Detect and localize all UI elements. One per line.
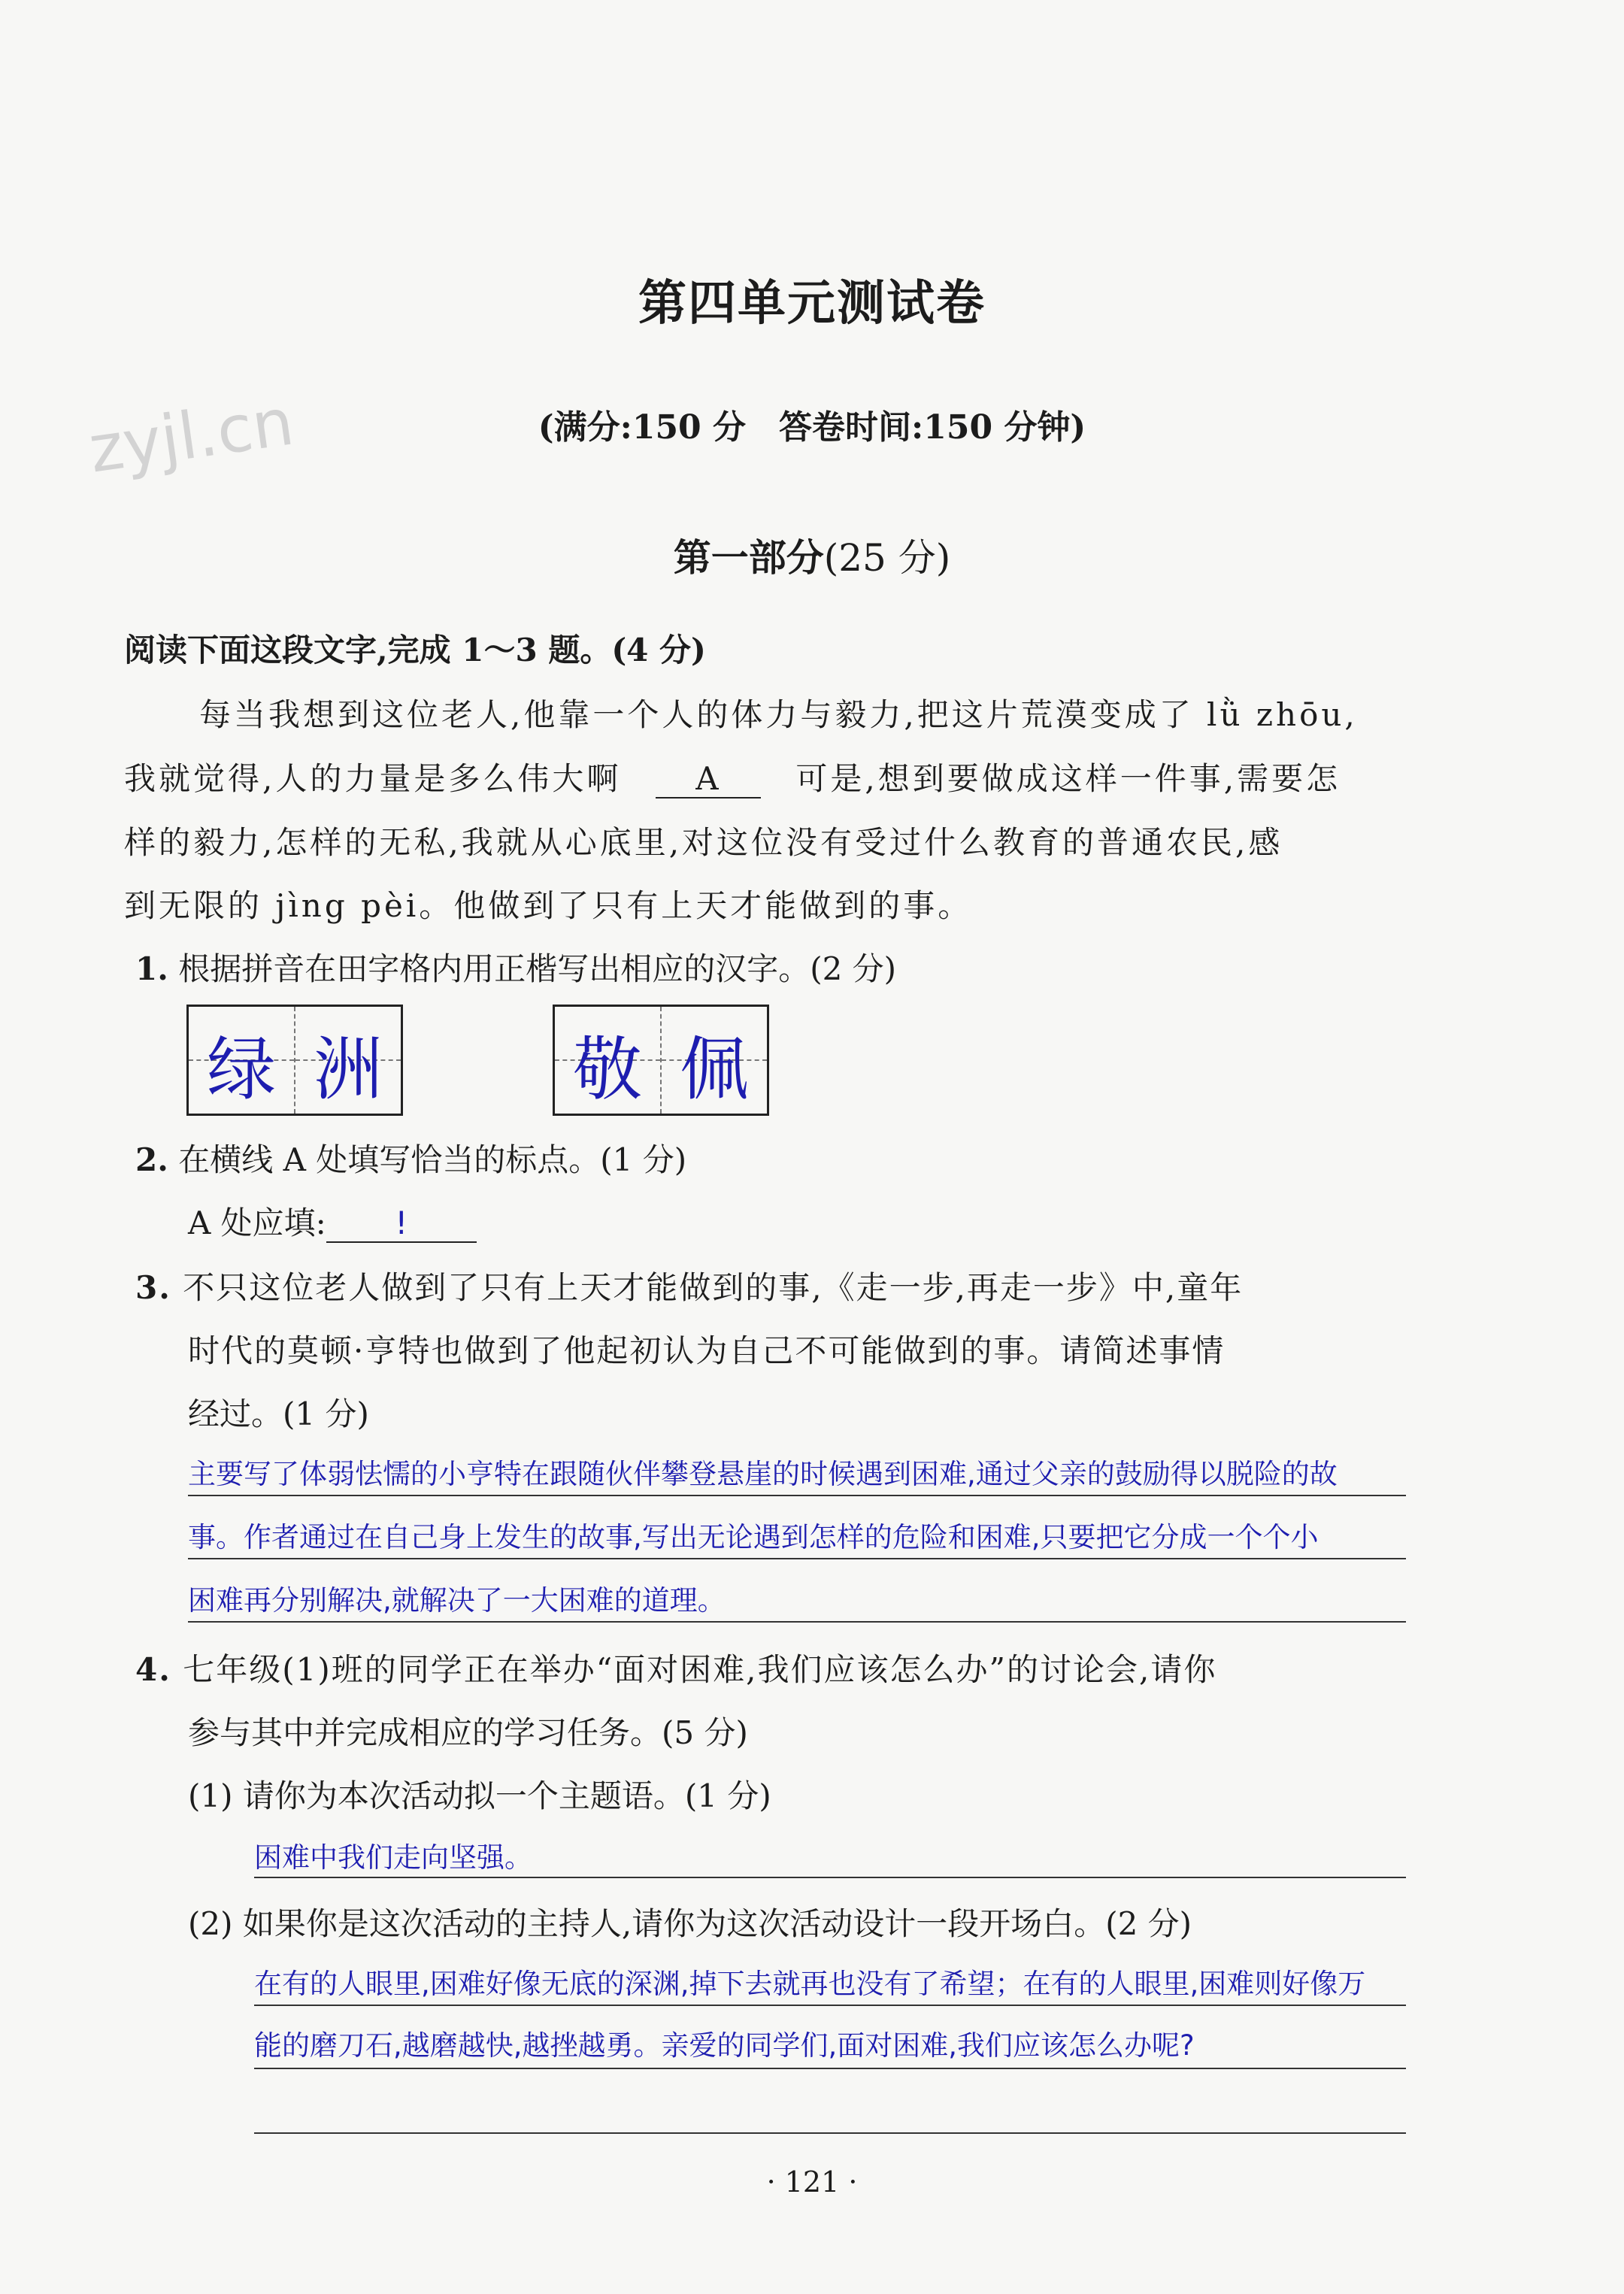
question-4-number: 4. <box>135 1651 171 1688</box>
answer-rule <box>188 1558 1406 1559</box>
sub-2-answer-1: 在有的人眼里,困难好像无底的深渊,掉下去就再也没有了希望；在有的人眼里,困难则好像万 <box>254 1968 1366 2000</box>
question-1-number: 1. <box>135 950 168 987</box>
question-3-answer-1: 主要写了体弱怯懦的小亨特在跟随伙伴攀登悬崖的时候遇到困难,通过父亲的鼓励得以脱险的故 <box>188 1458 1338 1490</box>
question-4 <box>135 1645 1216 1690</box>
passage-line-2 <box>124 754 1341 799</box>
passage-line-2-b: 可是,想到要做成这样一件事,需要怎 <box>795 760 1341 797</box>
passage-line-4: 到无限的 jìng pèi。他做到了只有上天才能做到的事。 <box>124 887 973 924</box>
question-2-text: 在横线 A 处填写恰当的标点。(1 分) <box>178 1141 687 1178</box>
passage-line-1: 每当我想到这位老人,他靠一个人的体力与毅力,把这片荒漠变成了 lǜ zhōu, <box>199 696 1358 733</box>
question-4-line-2: 参与其中并完成相应的学习任务。(5 分) <box>188 1714 748 1751</box>
sub-1-text: 请你为本次活动拟一个主题语。(1 分) <box>242 1777 771 1814</box>
answer-rule <box>188 1621 1406 1623</box>
part-score: (25 分) <box>823 536 951 580</box>
sub-1-number: (1) <box>188 1777 233 1814</box>
grid-cell <box>295 1007 401 1114</box>
question-1 <box>135 944 896 989</box>
answer-char: 佩 <box>679 1029 749 1110</box>
page-number: · 121 · <box>766 2165 858 2199</box>
passage-line-2-a: 我就觉得,人的力量是多么伟大啊 <box>124 760 622 797</box>
sub-2-answer-2: 能的磨刀石,越磨越快,越挫越勇。亲爱的同学们,面对困难,我们应该怎么办呢? <box>254 2029 1195 2062</box>
question-3-answer-2: 事。作者通过在自己身上发生的故事,写出无论遇到怎样的危险和困难,只要把它分成一个个小 <box>188 1521 1319 1553</box>
sub-2-number: (2) <box>188 1905 233 1942</box>
answer-rule <box>188 1495 1406 1496</box>
answer-char: 敬 <box>572 1029 642 1110</box>
question-4-line-1: 七年级(1)班的同学正在举办“面对困难,我们应该怎么办”的讨论会,请你 <box>183 1651 1217 1688</box>
answer-label: A 处应填: <box>188 1205 326 1241</box>
answer-a: ! <box>326 1205 477 1243</box>
question-3-line-1: 不只这位老人做到了只有上天才能做到的事,《走一步,再走一步》中,童年 <box>183 1269 1244 1306</box>
question-3-answer-3: 困难再分别解决,就解决了一大困难的道理。 <box>188 1584 726 1617</box>
blank-a: A <box>656 760 761 799</box>
tianzige-grid-2 <box>553 1005 769 1116</box>
question-2 <box>135 1135 686 1180</box>
answer-rule <box>254 2132 1406 2134</box>
question-3-line-2: 时代的莫顿·亨特也做到了他起初认为自己不可能做到的事。请简述事情 <box>188 1332 1226 1369</box>
part-name: 第一部分 <box>673 535 824 580</box>
passage-line-3: 样的毅力,怎样的无私,我就从心底里,对这位没有受过什么教育的普通农民,感 <box>124 824 1283 861</box>
exam-info: (满分:150 分 答卷时间:150 分钟) <box>538 408 1086 447</box>
question-2-number: 2. <box>135 1141 168 1178</box>
reading-instruction: 阅读下面这段文字,完成 1～3 题。(4 分) <box>124 632 706 668</box>
answer-char: 绿 <box>206 1029 276 1110</box>
answer-rule <box>254 2068 1406 2069</box>
answer-rule <box>254 1877 1406 1878</box>
question-4-sub-2 <box>188 1899 1192 1944</box>
grid-cell <box>189 1007 295 1114</box>
question-1-text: 根据拼音在田字格内用正楷写出相应的汉字。(2 分) <box>178 950 897 987</box>
part-heading <box>0 528 1624 582</box>
grid-cell <box>555 1007 662 1114</box>
question-3-line-3: 经过。(1 分) <box>188 1395 369 1432</box>
watermark: zyjl.cn <box>84 384 298 488</box>
question-3 <box>135 1263 1243 1308</box>
tianzige-grid-1 <box>186 1005 403 1116</box>
page-title: 第四单元测试卷 <box>638 275 986 332</box>
answer-char: 洲 <box>313 1029 383 1110</box>
grid-cell <box>662 1007 767 1114</box>
question-4-sub-1 <box>188 1771 771 1817</box>
question-2-answer-line <box>188 1199 477 1244</box>
question-3-number: 3. <box>135 1269 171 1306</box>
sub-2-text: 如果你是这次活动的主持人,请你为这次活动设计一段开场白。(2 分) <box>242 1905 1192 1942</box>
answer-rule <box>254 2005 1406 2006</box>
sub-1-answer: 困难中我们走向坚强。 <box>254 1841 532 1874</box>
